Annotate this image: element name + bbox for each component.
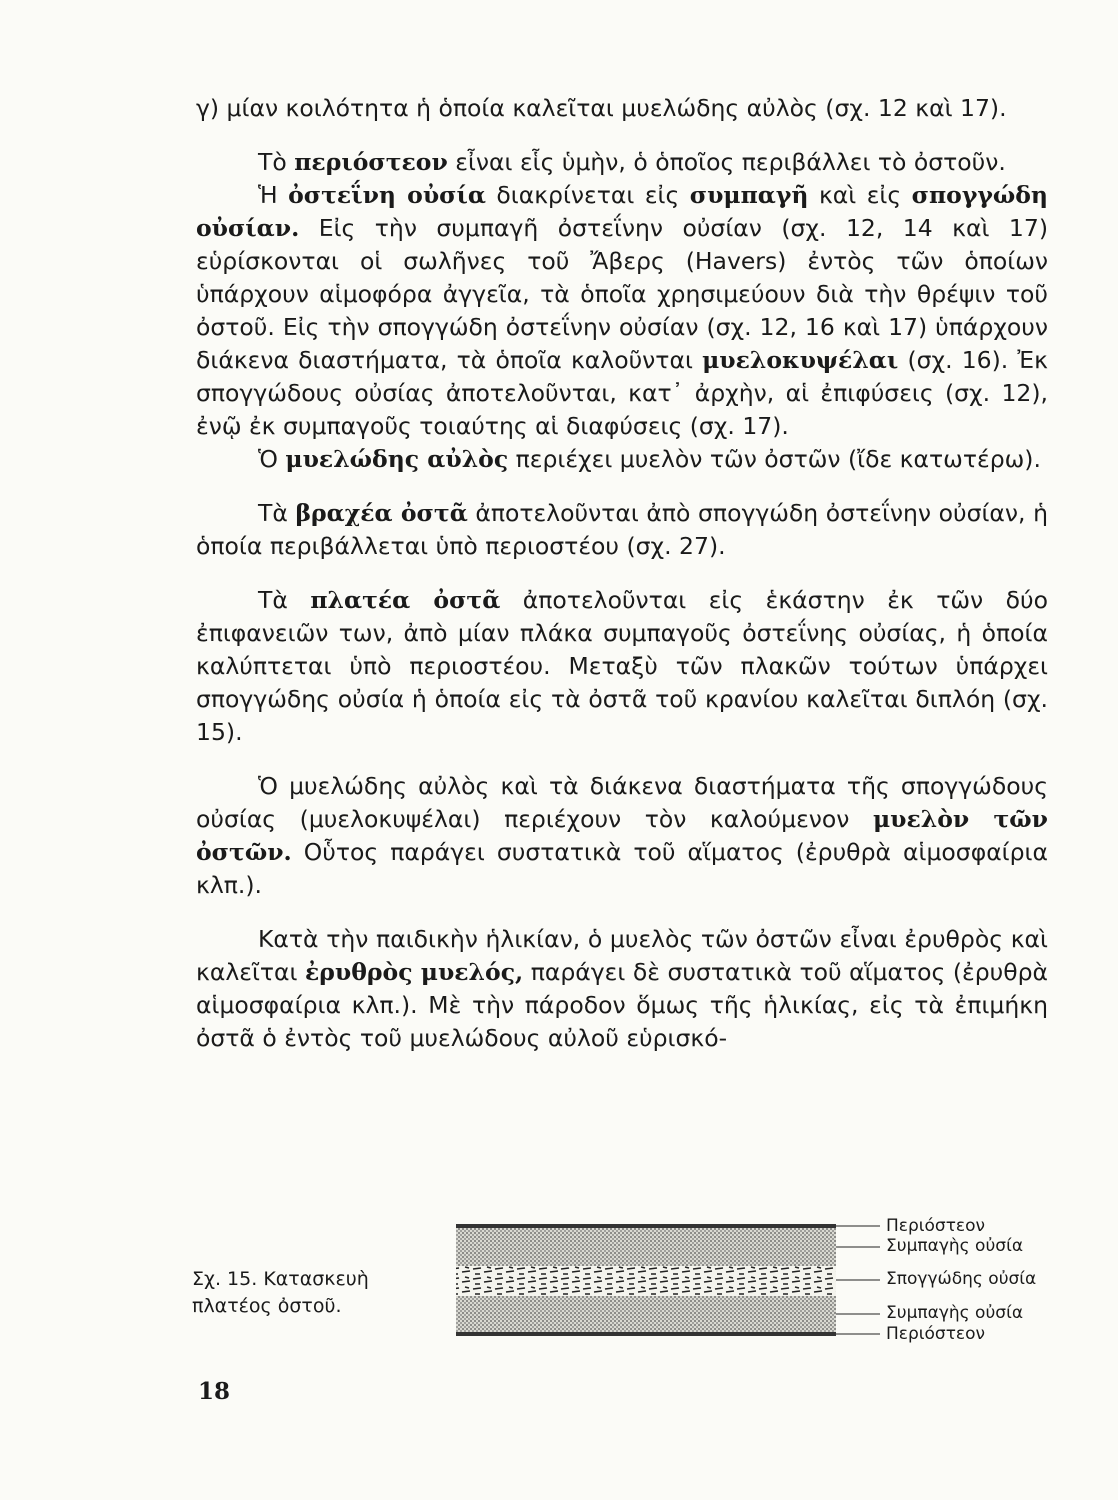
page-number: 18: [198, 1378, 231, 1405]
body-text: [196, 92, 1048, 1055]
paragraph: [196, 923, 1048, 1055]
periosteum-top-layer: [456, 1224, 836, 1228]
text-run: παράγει δὲ συστατικὰ τοῦ αἵματος (ἐρυθρὰ αἱμοσφαίρια κλπ.). Μὲ τὴν πάροδον ὅμως τῆς ἡλικίας, εἰς τὰ ἐπιμήκη ὀστᾶ ὁ ἐντὸς τοῦ μυελώδους αὐλοῦ εὑρισκό-: [196, 958, 1048, 1052]
text-run: Τὰ: [258, 499, 296, 527]
text-run: Τὰ: [258, 586, 311, 614]
paragraph: [196, 146, 1048, 179]
text-run: εἶναι εἷς ὑμὴν, ὁ ὁποῖος περιβάλλει τὸ ὀστοῦν.: [447, 148, 1006, 176]
paragraph: [196, 770, 1048, 902]
paragraph: [196, 497, 1048, 563]
periosteum-bottom-layer: [456, 1332, 836, 1336]
bold-term: μυελώδης αὐλὸς: [285, 445, 509, 473]
figure-caption: [192, 1266, 369, 1320]
bold-term: πλατέα ὀστᾶ: [310, 586, 501, 614]
paragraph: [196, 92, 1048, 125]
text-run: καὶ εἰς: [808, 181, 912, 209]
flat-bone-figure: [450, 1216, 1050, 1356]
bold-term: βραχέα ὀστᾶ: [295, 499, 468, 527]
label-compact-bottom: Συμπαγὴς οὐσία: [886, 1303, 1024, 1323]
paragraph: [196, 179, 1048, 443]
bold-term: ὀστεΐνη οὐσία: [288, 181, 486, 209]
spongy-layer: [456, 1266, 836, 1296]
compact-bottom-layer: [456, 1296, 836, 1332]
label-compact-top: Συμπαγὴς οὐσία: [886, 1236, 1024, 1256]
text-run: Τὸ: [258, 148, 295, 176]
bold-term: σπογγώδη οὐσίαν.: [196, 181, 1048, 242]
text-run: Οὗτος παράγει συστατικὰ τοῦ αἵματος (ἐρυθρὰ αἱμοσφαίρια κλπ.).: [196, 838, 1048, 899]
label-periosteum-bottom: Περιόστεον: [886, 1324, 986, 1344]
text-run: διακρίνεται εἰς: [485, 181, 690, 209]
paragraph: [196, 443, 1048, 476]
label-periosteum-top: Περιόστεον: [886, 1216, 986, 1236]
text-run: Ὁ μυελώδης αὐλὸς καὶ τὰ διάκενα διαστήματα τῆς σπογγώδους οὐσίας (μυελοκυψέλαι) περιέχουν τὸν καλούμενον: [196, 772, 1048, 833]
bold-term: συμπαγῆ: [689, 181, 809, 209]
compact-top-layer: [456, 1228, 836, 1266]
text-run: περιέχει μυελὸν τῶν ὀστῶν (ἴδε κατωτέρω).: [508, 445, 1041, 473]
text-run: Κατὰ τὴν παιδικὴν ἡλικίαν, ὁ μυελὸς τῶν ὀστῶν εἶναι ἐρυθρὸς καὶ καλεῖται: [196, 925, 1048, 986]
label-spongy: Σπογγώδης οὐσία: [886, 1269, 1037, 1289]
text-run: Ἡ: [258, 181, 289, 209]
bold-term: ἐρυθρὸς μυελός,: [305, 958, 524, 986]
caption-line-1: Σχ. 15. Κατασκευὴ: [192, 1268, 369, 1290]
text-run: γ) μίαν κοιλότητα ἡ ὁποία καλεῖται μυελώδης αὐλὸς (σχ. 12 καὶ 17).: [196, 94, 1007, 122]
text-run: Εἰς τὴν συμπαγῆ ὀστεΐνην οὐσίαν (σχ. 12, 14 καὶ 17) εὑρίσκονται οἱ σωλῆνες τοῦ Ἄβερς (Havers) ἐντὸς τῶν ὁποίων ὑπάρχουν αἱμοφόρα ἀγγεῖα, τὰ ὁποῖα χρησιμεύουν διὰ τὴν θρέψιν τοῦ ὀστοῦ. Εἰς τὴν σπογγώδη ὀστεΐνην οὐσίαν (σχ. 12, 16 καὶ 17) ὑπάρχουν διάκενα διαστήματα, τὰ ὁποῖα καλοῦνται: [196, 214, 1048, 374]
paragraph: [196, 584, 1048, 749]
bold-term: μυελὸν τῶν ὀστῶν.: [196, 805, 1048, 866]
bold-term: περιόστεον: [294, 148, 448, 176]
text-run: Ὁ: [258, 445, 286, 473]
caption-line-2: πλατέος ὀστοῦ.: [192, 1295, 342, 1317]
text-run: ἀποτελοῦνται εἰς ἑκάστην ἐκ τῶν δύο ἐπιφανειῶν των, ἀπὸ μίαν πλάκα συμπαγοῦς ὀστεΐνης οὐσίας, ἡ ὁποία καλύπτεται ὑπὸ περιοστέου. Μεταξὺ τῶν πλακῶν τούτων ὑπάρχει σπογγώδης οὐσία ἡ ὁποία εἰς τὰ ὀστᾶ τοῦ κρανίου καλεῖται διπλόη (σχ. 15).: [196, 586, 1048, 746]
bold-term: μυελοκυψέλαι: [702, 346, 899, 374]
text-run: ἀποτελοῦνται ἀπὸ σπογγώδη ὀστεΐνην οὐσίαν, ἡ ὁποία περιβάλλεται ὑπὸ περιοστέου (σχ. 27).: [196, 499, 1048, 560]
text-run: (σχ. 16). Ἐκ σπογγώδους οὐσίας ἀποτελοῦνται, κατ᾽ ἀρχὴν, αἱ ἐπιφύσεις (σχ. 12), ἐνῷ ἐκ συμπαγοῦς τοιαύτης αἱ διαφύσεις (σχ. 17).: [196, 346, 1048, 440]
